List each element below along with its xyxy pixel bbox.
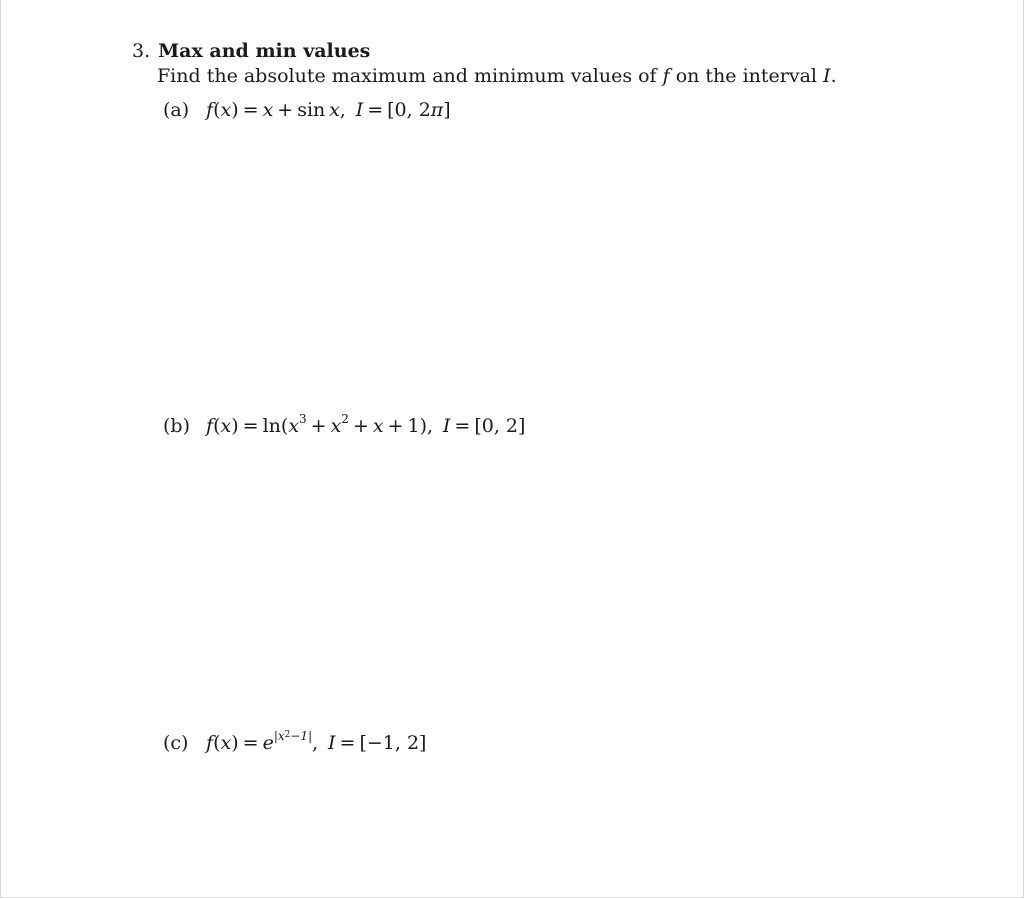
part-c [163, 731, 426, 755]
instruction-f: f [662, 65, 670, 87]
part-b [163, 411, 526, 438]
part-a-label: (a) [163, 99, 190, 121]
problem-number: 3. [132, 40, 151, 62]
part-a-function: f(x) = x + sin x, [206, 99, 346, 121]
instruction-I: I [823, 65, 831, 87]
part-b-interval: I = [0, 2] [442, 415, 526, 437]
part-c-label: (c) [163, 732, 189, 754]
part-b-function: $f(x) = \ln(x^3 + x^2 + x + 1)$, [206, 411, 434, 437]
part-a-interval: I = [0, 2π] [355, 99, 451, 121]
part-a [163, 98, 451, 122]
instruction-text-end: . [830, 65, 837, 87]
part-c-function: $f(x) = e^{|x^2-1|}$, [206, 729, 319, 754]
problem-instruction [157, 64, 837, 88]
instruction-text-mid: on the interval [669, 65, 824, 87]
problem-title: Max and min values [158, 40, 371, 62]
part-c-interval: I = [−1, 2] [328, 732, 427, 754]
part-b-label: (b) [163, 415, 190, 437]
problem-heading [132, 39, 370, 63]
instruction-text-start: Find the absolute maximum and minimum values of [157, 65, 663, 87]
